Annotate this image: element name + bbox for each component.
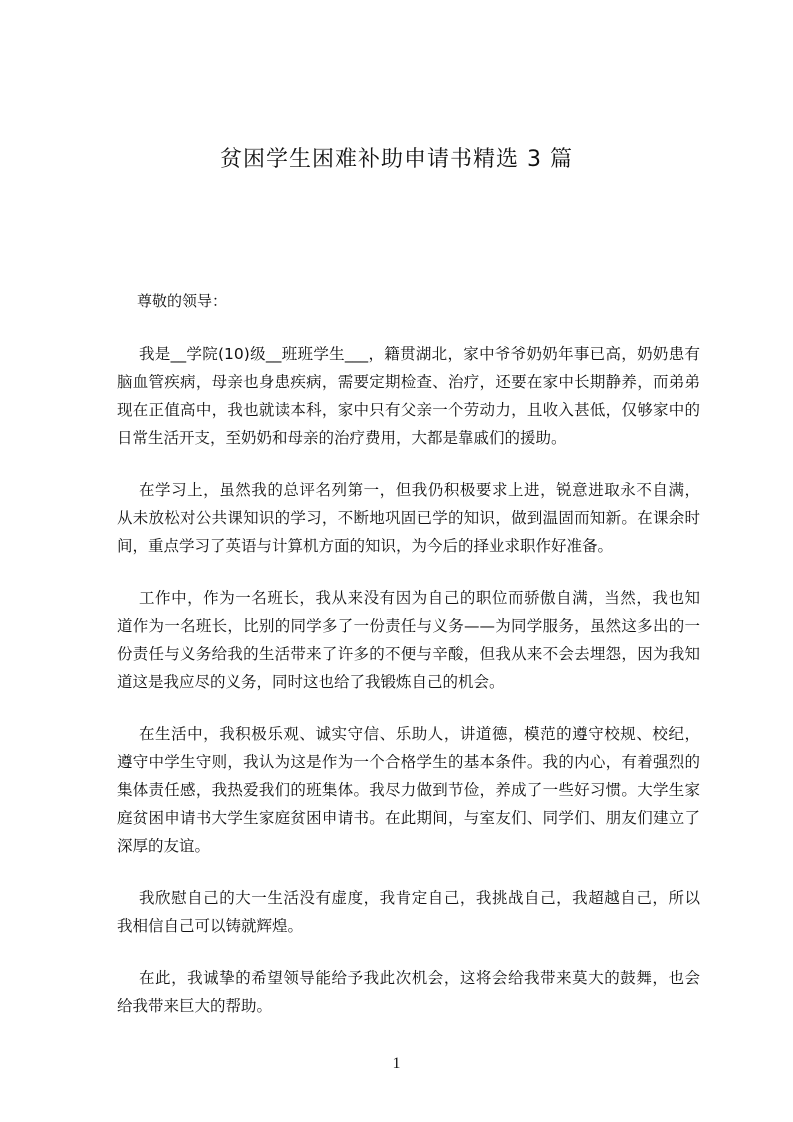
document-body — [117, 340, 700, 1044]
text-line: 间，重点学习了英语与计算机方面的知识，为今后的择业求职作好准备。 — [117, 537, 614, 555]
text-line: 工作中，作为一名班长，我从来没有因为自己的职位而骄傲自满，当然，我也知 — [139, 589, 700, 607]
text-line: 在此，我诚挚的希望领导能给予我此次机会，这将会给我带来莫大的鼓舞，也会 — [139, 969, 700, 987]
paragraph — [117, 720, 700, 860]
paragraph — [117, 964, 700, 1020]
text-line: 道作为一名班长，比别的同学多了一份责任与义务——为同学服务，虽然这多出的一 — [117, 617, 700, 635]
document-title: 贫困学生困难补助申请书精选 3 篇 — [220, 147, 573, 172]
text-line: 现在正值高中，我也就读本科，家中只有父亲一个劳动力，且收入甚低，仅够家中的 — [117, 401, 700, 419]
text-line: 我相信自己可以铸就辉煌。 — [117, 917, 304, 935]
text-line: 我是__学院(10)级__班班学生___，籍贯湖北，家中爷爷奶奶年事已高，奶奶患有 — [139, 345, 700, 363]
text-line: 深厚的友谊。 — [117, 837, 211, 855]
text-line: 从未放松对公共课知识的学习，不断地巩固已学的知识，做到温固而知新。在课余时 — [117, 509, 700, 527]
salutation: 尊敬的领导： — [137, 292, 228, 310]
text-line: 日常生活开支，至奶奶和母亲的治疗费用，大都是靠戚们的援助。 — [117, 429, 567, 447]
text-line: 集体责任感，我热爱我们的班集体。我尽力做到节俭，养成了一些好习惯。大学生家 — [117, 781, 700, 799]
text-line: 道这是我应尽的义务，同时这也给了我锻炼自己的机会。 — [117, 673, 505, 691]
paragraph — [117, 584, 700, 696]
text-line: 遵守中学生守则，我认为这是作为一个合格学生的基本条件。我的内心，有着强烈的 — [117, 753, 700, 771]
text-line: 在学习上，虽然我的总评名列第一，但我仍积极要求上进，锐意进取永不自满， — [139, 481, 700, 499]
paragraph — [117, 340, 700, 452]
paragraph — [117, 884, 700, 940]
text-line: 份责任与义务给我的生活带来了许多的不便与辛酸，但我从来不会去埋怨，因为我知 — [117, 645, 700, 663]
text-line: 给我带来巨大的帮助。 — [117, 997, 273, 1015]
text-line: 我欣慰自己的大一生活没有虚度，我肯定自己，我挑战自己，我超越自己，所以 — [139, 889, 700, 907]
text-line: 庭贫困申请书大学生家庭贫困申请书。在此期间，与室友们、同学们、朋友们建立了 — [117, 809, 700, 827]
text-line: 脑血管疾病，母亲也身患疾病，需要定期检查、治疗，还要在家中长期静养，而弟弟 — [117, 373, 700, 391]
page-number: 1 — [392, 1055, 401, 1072]
paragraph — [117, 476, 700, 560]
text-line: 在生活中，我积极乐观、诚实守信、乐助人，讲道德，模范的遵守校规、校纪， — [139, 725, 700, 743]
